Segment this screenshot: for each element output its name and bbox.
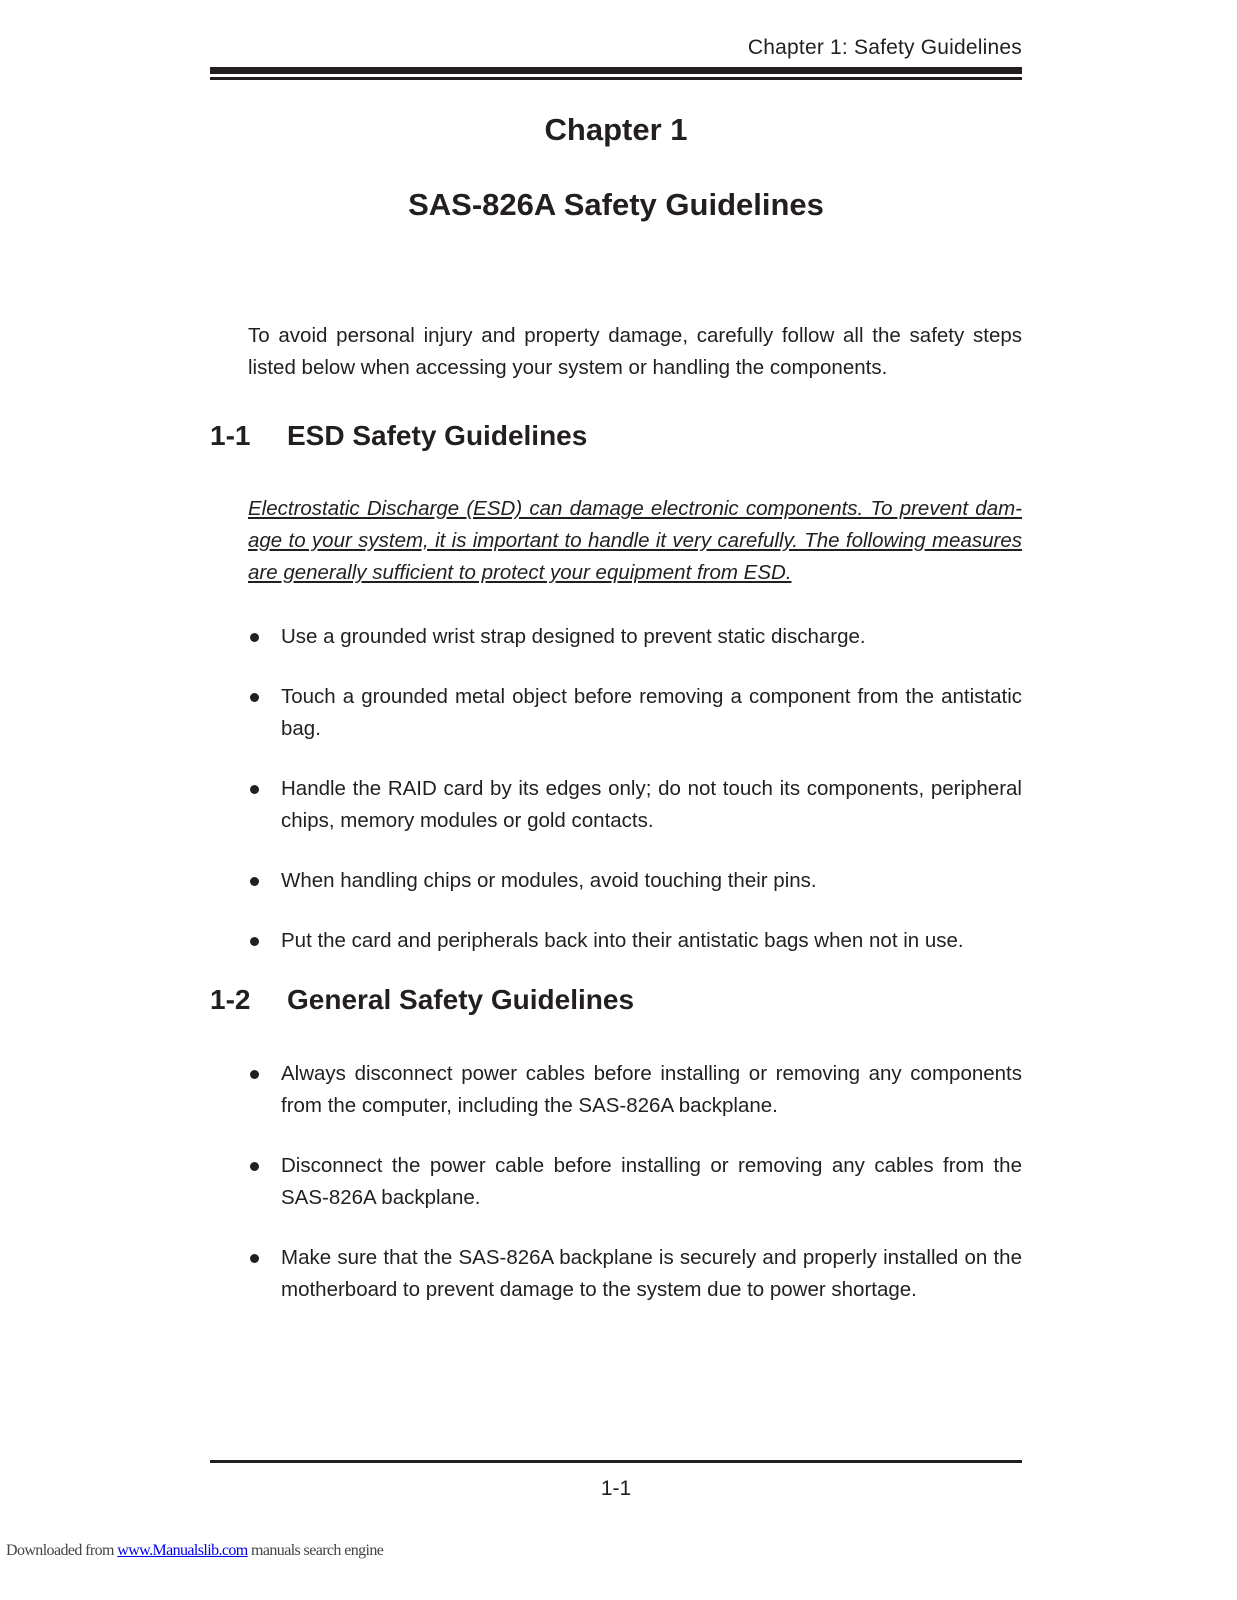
download-prefix: Downloaded from (6, 1542, 118, 1559)
bullet-icon (250, 1070, 259, 1079)
list-item (248, 1058, 1022, 1122)
list-item-text: When handling chips or modules, avoid touching their pins. (281, 869, 817, 892)
general-guidelines-list (248, 1058, 1022, 1334)
bullet-icon (250, 1254, 259, 1263)
manualslib-link[interactable]: www.Manualslib.com (117, 1542, 248, 1559)
chapter-title: SAS-826A Safety Guidelines (408, 187, 824, 222)
list-item (248, 1242, 1022, 1306)
list-item (248, 681, 1022, 745)
running-header: Chapter 1: Safety Guidelines (747, 36, 1022, 59)
section-title: ESD Safety Guidelines (287, 420, 588, 451)
section-title: General Safety Guidelines (287, 984, 635, 1015)
list-item-text: Always disconnect power cables before installing or removing any components from the computer, including the SAS-826A backplane. (281, 1062, 1022, 1117)
download-suffix: manuals search engine (247, 1542, 384, 1559)
page-number: 1-1 (600, 1477, 632, 1500)
list-item-text: Touch a grounded metal object before removing a component from the antistatic bag. (281, 685, 1022, 740)
section-heading-esd (210, 420, 587, 452)
list-item (248, 865, 1022, 897)
list-item-text: Put the card and peripherals back into their antistatic bags when not in use. (281, 929, 964, 952)
esd-guidelines-list (248, 621, 1022, 985)
list-item-text: Use a grounded wrist strap designed to prevent static discharge. (281, 625, 866, 648)
list-item-text: Handle the RAID card by its edges only; do not touch its components, peripheral chips, memory modules or gold contacts. (281, 777, 1022, 832)
bullet-icon (250, 877, 259, 886)
list-item (248, 925, 1022, 957)
bullet-icon (250, 1162, 259, 1171)
list-item-text: Make sure that the SAS-826A backplane is securely and properly installed on the motherboard to prevent damage to the system due to power shortage. (281, 1246, 1022, 1301)
bullet-icon (250, 693, 259, 702)
intro-paragraph: To avoid personal injury and property damage, carefully follow all the safety steps listed below when accessing your system or handling the components. (248, 324, 1022, 379)
esd-warning-note: Electrostatic Discharge (ESD) can damage electronic components. To prevent dam-age to your system, it is important to handle it very carefully. The following measures are generally sufficient to protect your equipment from ESD. (248, 497, 1022, 584)
section-number: 1-1 (210, 420, 251, 451)
section-heading-general (210, 984, 634, 1016)
footer-rule (210, 1460, 1022, 1463)
list-item (248, 1150, 1022, 1214)
section-number: 1-2 (210, 984, 251, 1015)
list-item (248, 621, 1022, 653)
list-item (248, 773, 1022, 837)
list-item-text: Disconnect the power cable before installing or removing any cables from the SAS-826A backplane. (281, 1154, 1022, 1209)
bullet-icon (250, 937, 259, 946)
header-rule-thin (210, 77, 1022, 80)
bullet-icon (250, 633, 259, 642)
bullet-icon (250, 785, 259, 794)
header-rule-thick (210, 67, 1022, 74)
chapter-label: Chapter 1 (544, 112, 688, 147)
download-attribution (6, 1542, 383, 1560)
